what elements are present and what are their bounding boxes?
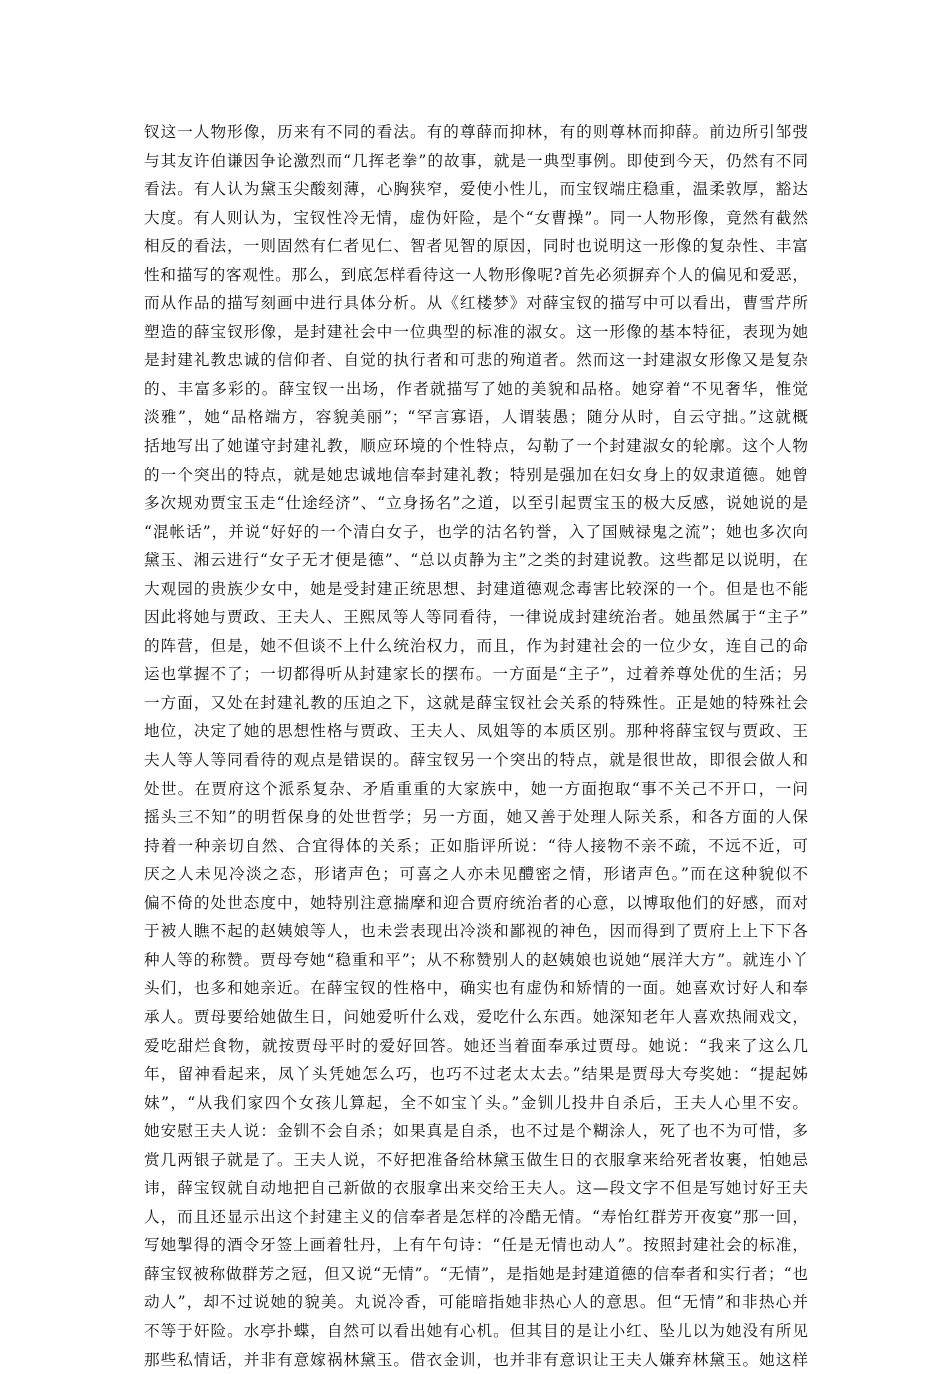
text-line: 的阵营，但是，她不但谈不上什么统治权力，而且，作为封建社会的一位少女，连自己的命 <box>144 636 808 655</box>
text-line: 是封建礼教忠诚的信仰者、自觉的执行者和可悲的殉道者。然而这一封建淑女形像又是复杂 <box>144 351 808 370</box>
body-text <box>144 118 808 1374</box>
text-line: 的、丰富多彩的。薛宝钗一出场，作者就描写了她的美貌和品格。她穿着“不见奢华，惟觉 <box>144 379 808 398</box>
text-line: 薛宝钗被称做群芳之冠，但又说“无情”。“无情”，是指她是封建道德的信奉者和实行者；“也 <box>144 1264 808 1283</box>
text-line: 因此将她与贾政、王夫人、王熙凤等人等同看待，一律说成封建统治者。她虽然属于“主子” <box>144 608 808 627</box>
text-line: 妹”，“从我们家四个女孩儿算起，全不如宝丫头。”金钏儿投井自杀后，王夫人心里不安。 <box>144 1093 808 1112</box>
text-line: 偏不倚的处世态度中，她特别注意揣摩和迎合贾府统治者的心意，以博取他们的好感，而对 <box>144 893 808 912</box>
text-line: 她安慰王夫人说：金钏不会自杀；如果真是自杀，也不过是个糊涂人，死了也不为可惜，多 <box>144 1122 808 1141</box>
text-line: 赏几两银子就是了。王夫人说，不好把准备给林黛玉做生日的衣服拿来给死者妆裹，怕她忌 <box>144 1150 808 1169</box>
text-line: 与其友许伯谦因争论激烈而“几挥老拳”的故事，就是一典型事例。即使到今天，仍然有不同 <box>144 151 808 170</box>
text-line: 讳，薛宝钗就自动地把自己新做的衣服拿出来交给王夫人。这—段文字不但是写她讨好王夫 <box>144 1179 808 1198</box>
text-line: 厌之人未见冷淡之态，形诸声色；可喜之人亦未见醴密之情，形诸声色。”而在这种貌似不 <box>144 865 808 884</box>
text-line: 年，留神看起来，凤丫头凭她怎么巧，也巧不过老太太去。”结果是贾母大夸奖她：“提起姊 <box>144 1065 808 1084</box>
text-line: 持着一种亲切自然、合宜得体的关系；正如脂评所说：“待人接物不亲不疏，不远不近，可 <box>144 836 808 855</box>
text-line: 钗这一人物形像，历来有不同的看法。有的尊薛而抑林，有的则尊林而抑薛。前边所引邹弢 <box>144 123 808 141</box>
text-line: 看法。有人认为黛玉尖酸刻薄，心胸狭窄，爱使小性儿，而宝钗端庄稳重，温柔敦厚，豁达 <box>144 180 808 199</box>
text-line: 处世。在贾府这个派系复杂、矛盾重重的大家族中，她一方面抱取“事不关己不开口，一问 <box>144 779 808 798</box>
text-line: 淡雅”，她“品格端方，容貌美丽”；“罕言寡语，人谓装愚；随分从时，自云守拙。”这就概 <box>144 408 808 427</box>
text-line: 的一个突出的特点，就是她忠诚地信奉封建礼教；特别是强加在妇女身上的奴隶道德。她曾 <box>144 465 808 484</box>
text-line: 运也掌握不了；一切都得听从封建家长的摆布。一方面是“主子”，过着养尊处优的生活；另 <box>144 665 808 684</box>
text-line: 摇头三不知”的明哲保身的处世哲学；另一方面，她又善于处理人际关系，和各方面的人保 <box>144 808 808 827</box>
text-line: 而从作品的描写刻画中进行具体分析。从《红楼梦》对薛宝钗的描写中可以看出，曹雪芹所 <box>144 294 808 313</box>
text-line: 黛玉、湘云进行“女子无才便是德”、“总以贞静为主”之类的封建说教。这些都足以说明，在 <box>144 551 808 570</box>
text-line: 动人”，却不过说她的貌美。丸说冷香，可能暗指她非热心人的意思。但“无情”和非热心并 <box>144 1293 808 1312</box>
text-line: 性和描写的客观性。那么，到底怎样看待这一人物形像呢?首先必须摒弃个人的偏见和爱恶， <box>144 265 808 284</box>
text-line: 地位，决定了她的思想性格与贾政、王夫人、凤姐等的本质区别。那种将薛宝钗与贾政、王 <box>144 722 808 741</box>
text-line: 写她掣得的酒令牙签上画着牡丹，上有午句诗：“任是无情也动人”。按照封建社会的标准， <box>144 1236 808 1255</box>
text-line: 人，而且还显示出这个封建主义的信奉者是怎样的冷酷无情。“寿怡红群芳开夜宴”那一回， <box>144 1207 808 1226</box>
text-line: 括地写出了她谨守封建礼教，顺应环境的个性特点，勾勒了一个封建淑女的轮廓。这个人物 <box>144 437 808 456</box>
text-line: 于被人瞧不起的赵姨娘等人，也未尝表现出冷淡和鄙视的神色，因而得到了贾府上上下下各 <box>144 922 808 941</box>
text-line: 种人等的称赞。贾母夸她“稳重和平”；从不称赞别人的赵姨娘也说她“展洋大方”。就连小丫 <box>144 950 808 969</box>
text-line: 爱吃甜烂食物，就按贾母平时的爱好回答。她还当着面奉承过贾母。她说：“我来了这么几 <box>144 1036 808 1055</box>
text-line: 不等于奸险。水亭扑蝶，自然可以看出她有心机。但其目的是让小红、坠儿以为她没有所见 <box>144 1321 808 1340</box>
text-line: 夫人等人等同看待的观点是错误的。薛宝钗另一个突出的特点，就是很世故，即很会做人和 <box>144 751 808 770</box>
text-line: 塑造的薛宝钗形像，是封建社会中一位典型的标准的淑女。这一形像的基本特征，表现为她 <box>144 322 808 341</box>
text-line: 承人。贾母要给她做生日，问她爱听什么戏，爱吃什么东西。她深知老年人喜欢热闹戏文， <box>144 1007 808 1026</box>
text-line: 大观园的贵族少女中，她是受封建正统思想、封建道德观念毒害比较深的一个。但是也不能 <box>144 579 808 598</box>
text-line: 大度。有人则认为，宝钗性冷无情，虚伪奸险，是个“女曹操”。同一人物形像，竟然有截然 <box>144 208 808 227</box>
text-line: 头们，也多和她亲近。在薛宝钗的性格中，确实也有虚伪和矫情的一面。她喜欢讨好人和奉 <box>144 979 808 998</box>
text-line: “混帐话”，并说“好好的一个清白女子，也学的沽名钓誉，入了国贼禄鬼之流”；她也多次向 <box>144 522 808 541</box>
text-line: 那些私情话，并非有意嫁祸林黛玉。借衣金训，也并非有意识让王夫人嫌弃林黛玉。她这样 <box>144 1350 808 1369</box>
text-line: 相反的看法，一则固然有仁者见仁、智者见智的原因，同时也说明这一形像的复杂性、丰富 <box>144 237 808 256</box>
text-line: 多次规劝贾宝玉走“仕途经济”、“立身扬名”之道，以至引起贾宝玉的极大反感，说她说的是 <box>144 494 808 513</box>
text-line: 一方面，又处在封建礼教的压迫之下，这就是薛宝钗社会关系的特殊性。正是她的特殊社会 <box>144 693 808 712</box>
